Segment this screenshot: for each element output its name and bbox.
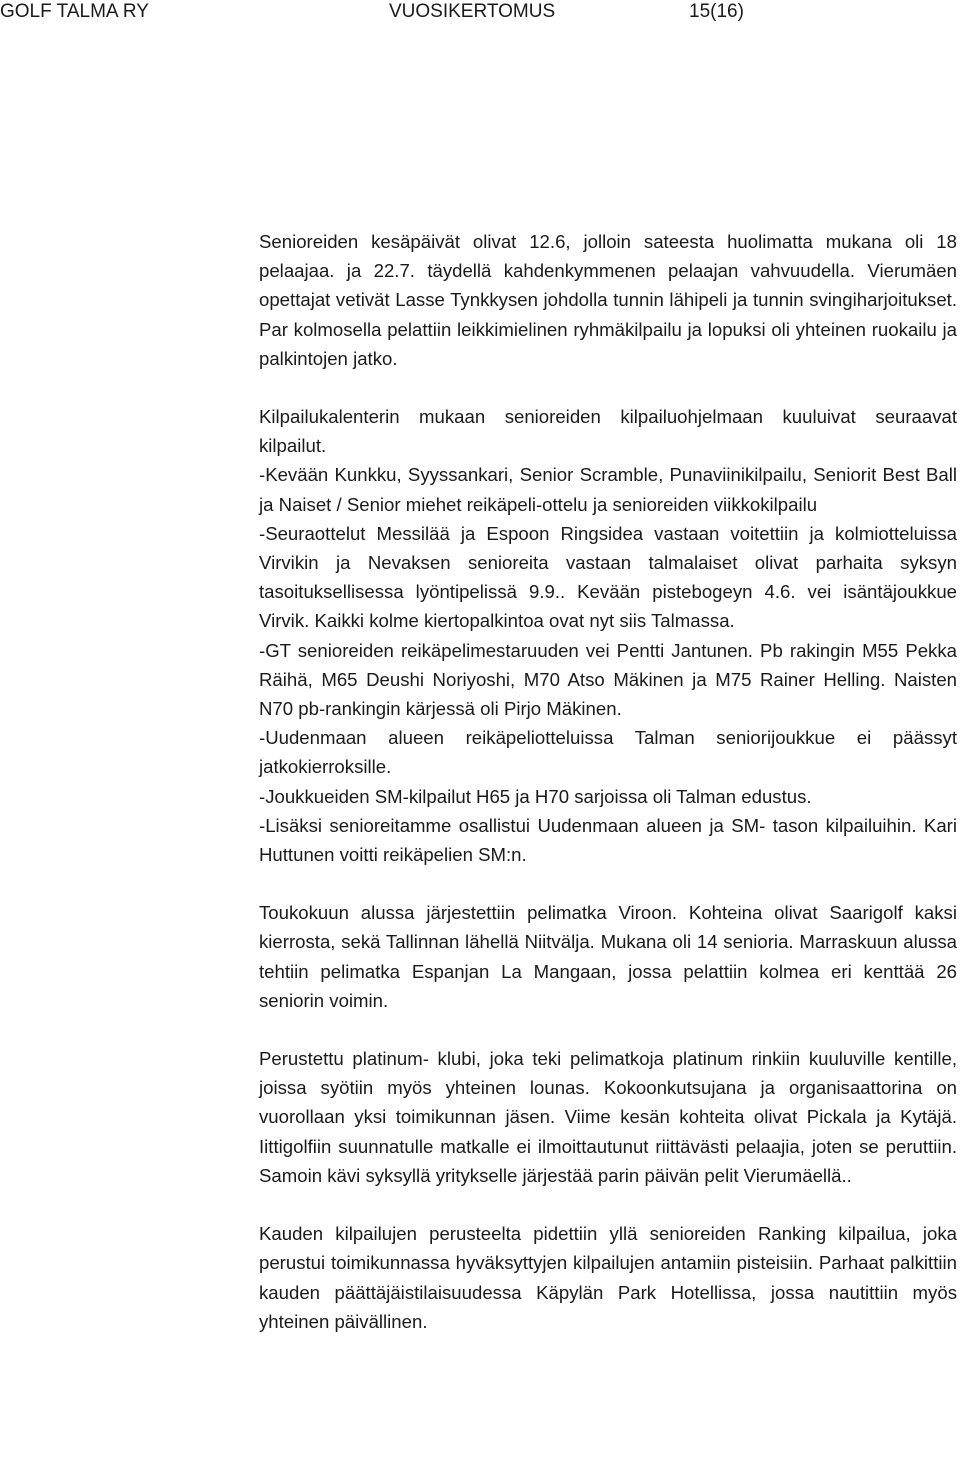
page-header (0, 0, 960, 30)
paragraph-senior-summer-days: Senioreiden kesäpäivät olivat 12.6, jolloin sateesta huolimatta mukana oli 18 pelaajaa. ja 22.7. täydellä kahdenkymmenen pelaajan vahvuudella. Vierumäen opettajat vetivät Lasse Tynkkysen johdolla tunnin lähipeli ja tunnin svingiharjoitukset. Par kolmosella pelattiin leikkimielinen ryhmäkilpailu ja lopuksi oli yhteinen ruokailu ja palkintojen jatko. (259, 231, 957, 369)
document-body (259, 227, 957, 1336)
paragraph-ranking-competition: Kauden kilpailujen perusteelta pidettiin yllä senioreiden Ranking kilpailua, joka perustui toimikunnassa hyväksyttyjen kilpailujen antamiin pisteisiin. Parhaat palkittiin kauden päättäjäistilaisuudessa Käpylän Park Hotellissa, jossa nautittiin myös yhteinen päivällinen. (259, 1223, 957, 1332)
paragraph-club-matches: -Seuraottelut Messilää ja Espoon Ringsidea vastaan voitettiin ja kolmiotteluissa Virvikin ja Nevaksen senioreita vastaan talmalaiset olivat parhaita syksyn tasoituksellisessa lyöntipelissä 9.9.. Kevään pistebogeyn 4.6. vei isäntäjoukkue Virvik. Kaikki kolme kiertopalkintoa ovat nyt siis Talmassa. (259, 522, 957, 632)
paragraph-uusimaa-match-play: -Uudenmaan alueen reikäpeliotteluissa Talman seniorijoukkue ei päässyt jatkokierroksille. (259, 727, 957, 778)
paragraph-other-competitions: -Lisäksi senioreitamme osallistui Uudenmaan alueen ja SM- tason kilpailuihin. Kari Huttunen voitti reikäpelien SM:n. (259, 814, 957, 866)
paragraph-spring-competitions: -Kevään Kunkku, Syyssankari, Senior Scramble, Punaviinikilpailu, Seniorit Best Ball ja Naiset / Senior miehet reikäpeli-ottelu ja senioreiden viikkokilpailu (259, 464, 957, 515)
paragraph-spacer (259, 1015, 957, 1044)
paragraph-team-championships: -Joukkueiden SM-kilpailut H65 ja H70 sarjoissa oli Talman edustus. (259, 785, 812, 807)
header-organization: GOLF TALMA RY (0, 1, 149, 22)
paragraph-spacer (259, 373, 957, 402)
header-page-number: 15(16) (689, 1, 744, 22)
paragraph-platinum-club: Perustettu platinum- klubi, joka teki pelimatkoja platinum rinkiin kuuluville kentille, joissa syötiin myös yhteinen lounas. Kokoonkutsujana ja organisaattorina on vuorollaan yksi toimikunnan jäsen. Viime kesän kohteita olivat Pickala ja Kytäjä. Iittigolfiin suunnatulle matkalle ei ilmoittautunut riittävästi pelaajia, joten se peruttiin. Samoin kävi syksyllä yritykselle järjestää parin päivän pelit Vierumäellä.. (259, 1048, 957, 1186)
paragraph-spacer (259, 1190, 957, 1219)
paragraph-competition-calendar: Kilpailukalenterin mukaan senioreiden kilpailuohjelmaan kuuluivat seuraavat kilpailut. (259, 406, 957, 457)
paragraph-gt-match-play: -GT senioreiden reikäpelimestaruuden vei Pentti Jantunen. Pb rakingin M55 Pekka Räihä, M65 Deushi Noriyoshi, M70 Atso Mäkinen ja M75 Rainer Helling. Naisten N70 pb-rankingin kärjessä oli Pirjo Mäkinen. (259, 639, 957, 720)
header-document-title: VUOSIKERTOMUS (389, 1, 556, 22)
paragraph-golf-trips: Toukokuun alussa järjestettiin pelimatka Viroon. Kohteina olivat Saarigolf kaksi kierrosta, sekä Tallinnan lähellä Niitvälja. Mukana oli 14 senioria. Marraskuun alussa tehtiin pelimatka Espanjan La Mangaan, jossa pelattiin kolmea eri kenttää 26 seniorin voimin. (259, 902, 957, 1011)
paragraph-spacer (259, 869, 957, 898)
